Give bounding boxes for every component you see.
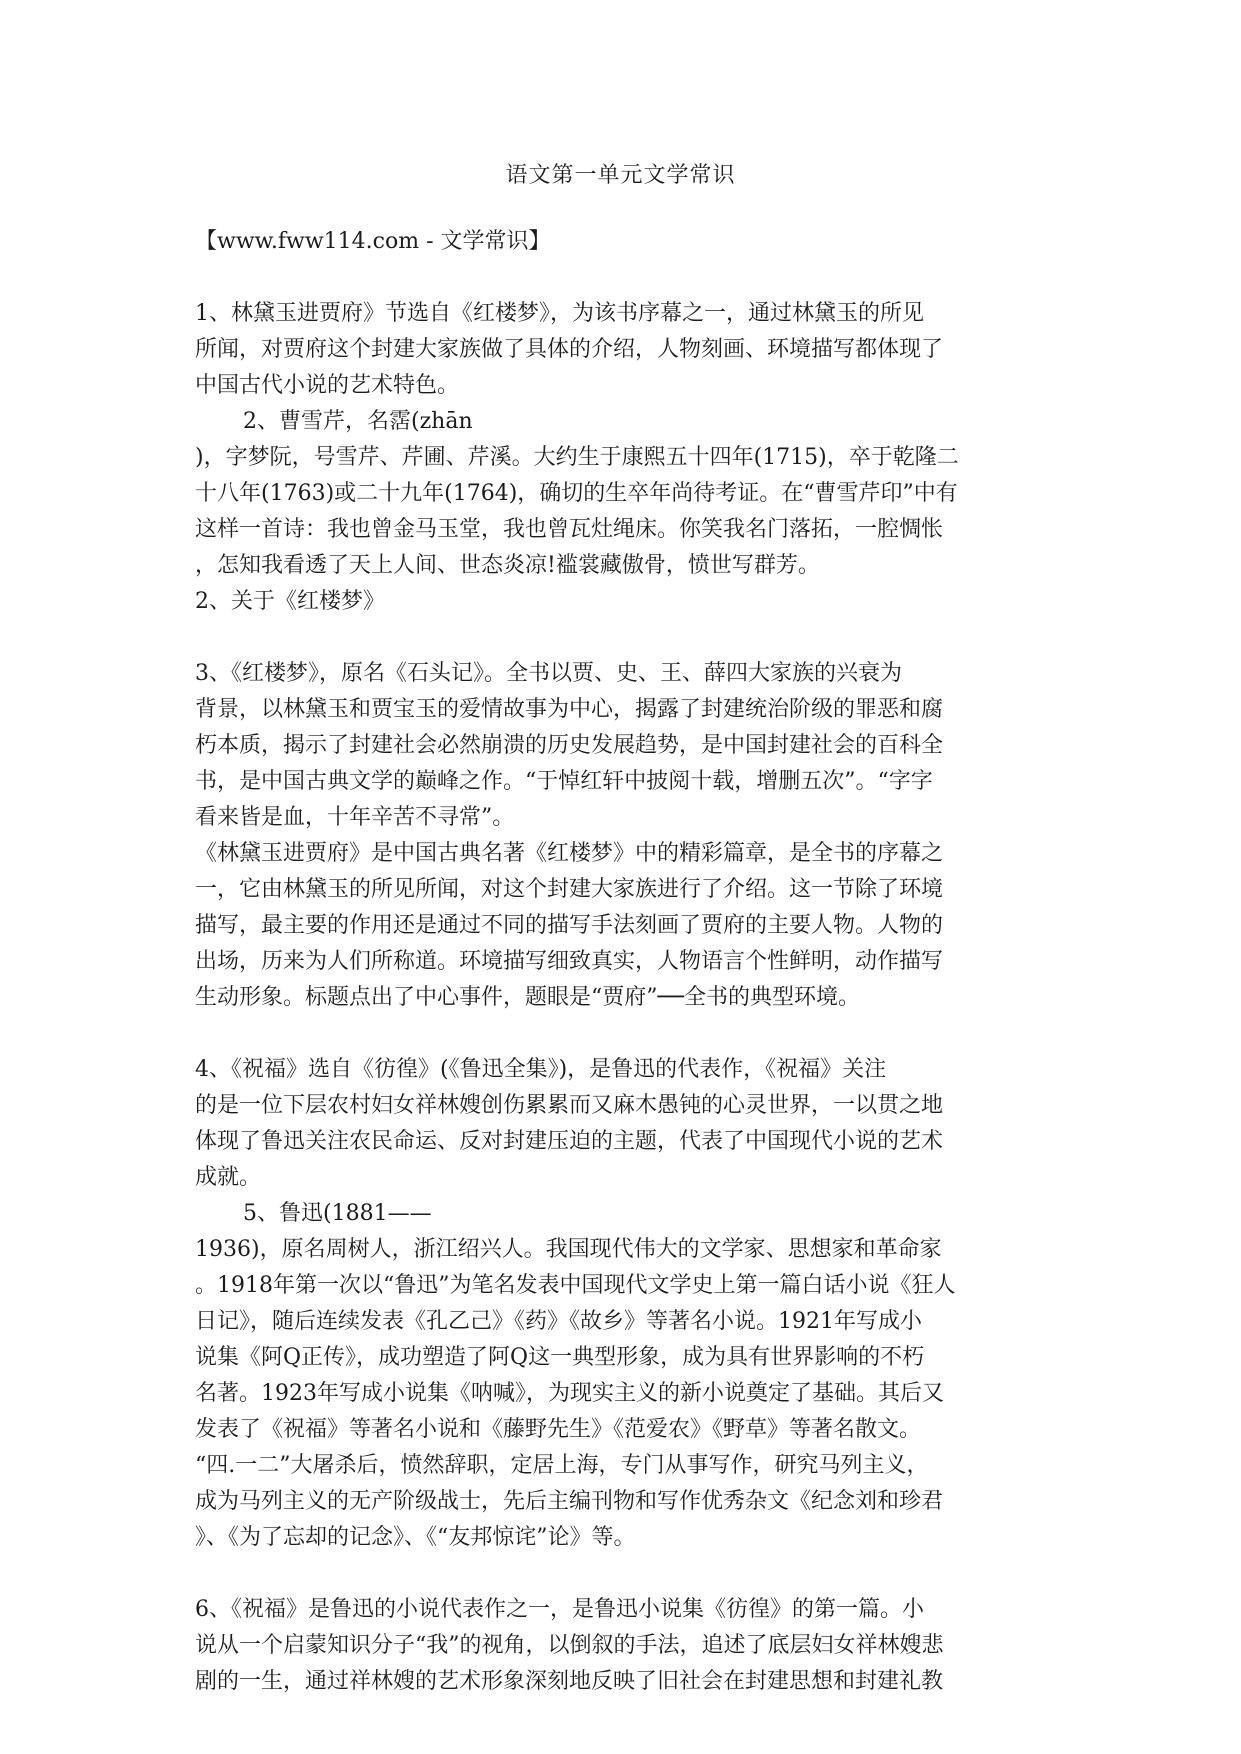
text-line: 中国古代小说的艺术特色。 [195,373,460,398]
text-line: 2、关于《红楼梦》 [195,589,385,614]
text-line: 十八年(1763)或二十九年(1764)，确切的生卒年尚待考证。在“曹雪芹印”中有 [195,481,958,506]
text-line: 2、曹雪芹，名霑(zhān [243,409,473,434]
text-line: 背景，以林黛玉和贾宝玉的爱情故事为中心，揭露了封建统治阶级的罪恶和腐 [195,697,944,722]
paragraph-3 [195,656,1055,1016]
text-line: 《林黛玉进贾府》是中国古典名著《红楼梦》中的精彩篇章，是全书的序幕之 [195,841,944,866]
text-line: 成就。 [195,1165,262,1190]
source-line: 【www.fww114.com - 文学常识】 [195,229,551,254]
text-line: 》、《为了忘却的记念》、《“友邦惊诧”论》等。 [195,1525,636,1550]
document-body [195,224,1055,1700]
text-line: 名著。1923年写成小说集《呐喊》，为现实主义的新小说奠定了基础。其后又 [195,1381,944,1406]
paragraph-gap [195,1556,1055,1592]
text-line: 6、《祝福》是鲁迅的小说代表作之一，是鲁迅小说集《彷徨》的第一篇。小 [195,1597,924,1622]
text-line: )，字梦阮，号雪芹、芹圃、芹溪。大约生于康熙五十四年(1715)，卒于乾隆二 [195,445,959,470]
text-line: “四.一二”大屠杀后，愤然辞职，定居上海，专门从事写作，研究马列主义， [195,1453,929,1478]
text-line: ，怎知我看透了天上人间、世态炎凉!褴裳藏傲骨，愤世写群芳。 [195,553,820,578]
text-line: 出场，历来为人们所称道。环境描写细致真实，人物语言个性鲜明，动作描写 [195,949,944,974]
paragraph-6 [195,1592,1055,1700]
page-title: 语文第一单元文学常识 [505,163,736,188]
paragraph-5 [195,1196,1055,1556]
text-line: 剧的一生，通过祥林嫂的艺术形象深刻地反映了旧社会在封建思想和封建礼教 [195,1669,944,1694]
text-line: 发表了《祝福》等著名小说和《藤野先生》《范爱农》《野草》等著名散文。 [195,1417,922,1442]
text-line: 看来皆是血，十年辛苦不寻常”。 [195,805,515,830]
text-line: 成为马列主义的无产阶级战士，先后主编刊物和写作优秀杂文《纪念刘和珍君 [195,1489,944,1514]
paragraph-4 [195,1052,1055,1196]
paragraph-2 [195,404,1055,620]
text-line: 3、《红楼梦》，原名《石头记》。全书以贾、史、王、薛四大家族的兴衰为 [195,661,902,686]
text-line: 生动形象。标题点出了中心事件，题眼是“贾府”──全书的典型环境。 [195,985,860,1010]
text-line: 体现了鲁迅关注农民命运、反对封建压迫的主题，代表了中国现代小说的艺术 [195,1129,944,1154]
text-line: 的是一位下层农村妇女祥林嫂创伤累累而又麻木愚钝的心灵世界，一以贯之地 [195,1093,944,1118]
text-line: 1、林黛玉进贾府》节选自《红楼梦》，为该书序幕之一，通过林黛玉的所见 [195,301,924,326]
text-line: 这样一首诗：我也曾金马玉堂，我也曾瓦灶绳床。你笑我名门落拓，一腔惆怅 [195,517,944,542]
text-line: 说集《阿Q正传》，成功塑造了阿Q这一典型形象，成为具有世界影响的不朽 [195,1345,925,1370]
text-line: 描写，最主要的作用还是通过不同的描写手法刻画了贾府的主要人物。人物的 [195,913,944,938]
text-line: 日记》，随后连续发表《孔乙己》《药》《故乡》等著名小说。1921年写成小 [195,1309,922,1334]
paragraph-gap [195,1016,1055,1052]
paragraph-gap [195,620,1055,656]
text-line: 书，是中国古典文学的巅峰之作。“于悼红轩中披阅十载，增删五次”。“字字 [195,769,933,794]
text-line: 说从一个启蒙知识分子“我”的视角，以倒叙的手法，追述了底层妇女祥林嫂悲 [195,1633,944,1658]
text-line: 。1918年第一次以“鲁迅”为笔名发表中国现代文学史上第一篇白话小说《狂人 [195,1273,956,1298]
text-line: 朽本质，揭示了封建社会必然崩溃的历史发展趋势，是中国封建社会的百科全 [195,733,944,758]
text-line: 一，它由林黛玉的所见所闻，对这个封建大家族进行了介绍。这一节除了环境 [195,877,944,902]
text-line: 5、鲁迅(1881—— [243,1201,432,1226]
text-line: 4、《祝福》选自《彷徨》(《鲁迅全集》)，是鲁迅的代表作，《祝福》关注 [195,1057,887,1082]
text-line: 1936)，原名周树人，浙江绍兴人。我国现代伟大的文学家、思想家和革命家 [195,1237,942,1262]
text-line: 所闻，对贾府这个封建大家族做了具体的介绍，人物刻画、环境描写都体现了 [195,337,944,362]
paragraph-1 [195,296,1055,404]
